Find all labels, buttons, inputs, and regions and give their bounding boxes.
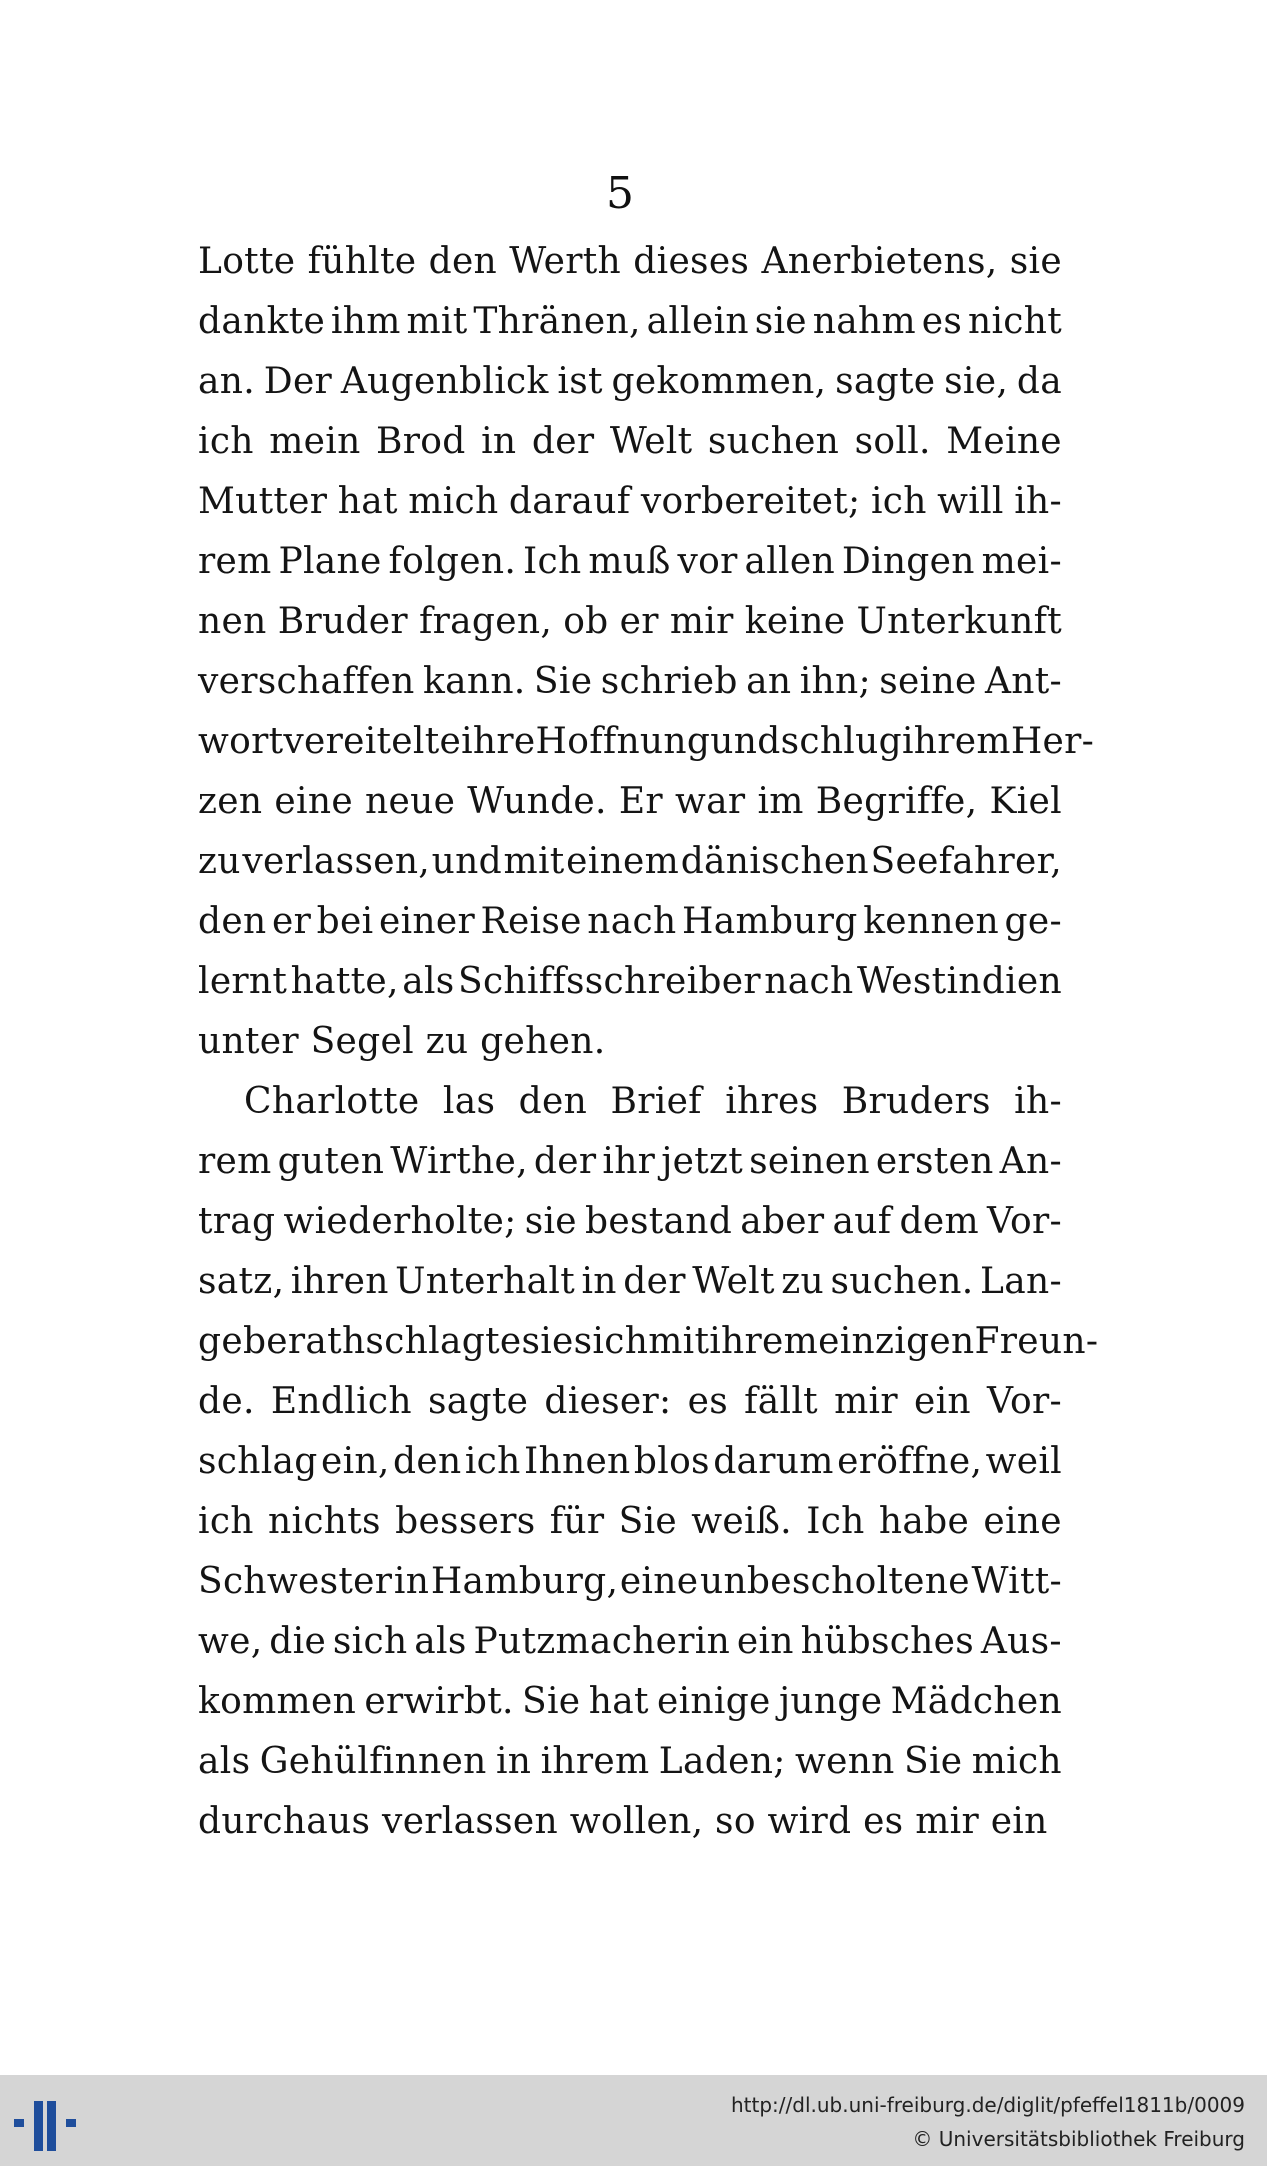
text-line: ich nichts bessers für Sie weiß. Ich habe eine bbox=[198, 1501, 1062, 1542]
text-line: Lotte fühlte den Werth dieses Anerbietens, sie bbox=[198, 241, 1062, 282]
text-line: zu verlassen, und mit einem dänischen Seefahrer, bbox=[198, 841, 1062, 882]
text-line: de. Endlich sagte dieser: es fällt mir ein Vor- bbox=[198, 1381, 1062, 1422]
text-line: satz, ihren Unterhalt in der Welt zu suchen. Lan- bbox=[198, 1261, 1062, 1302]
text-line: trag wiederholte; sie bestand aber auf dem Vor- bbox=[198, 1201, 1062, 1242]
viewer-footer bbox=[0, 2075, 1267, 2166]
text-line: kommen erwirbt. Sie hat einige junge Mädchen bbox=[198, 1681, 1062, 1722]
footer-copyright: © Universitätsbibliothek Freiburg bbox=[912, 2127, 1245, 2151]
text-line: lernt hatte, als Schiffsschreiber nach Westindien bbox=[198, 961, 1062, 1002]
ub-freiburg-logo-icon[interactable] bbox=[14, 2095, 76, 2151]
text-line: rem Plane folgen. Ich muß vor allen Dingen mei- bbox=[198, 541, 1062, 582]
text-line: durchaus verlassen wollen, so wird es mir ein bbox=[198, 1801, 1048, 1842]
text-line: ich mein Brod in der Welt suchen soll. Meine bbox=[198, 421, 1062, 462]
text-line: rem guten Wirthe, der ihr jetzt seinen ersten An- bbox=[198, 1141, 1062, 1182]
text-line: unter Segel zu gehen. bbox=[198, 1021, 606, 1062]
text-line: schlag ein, den ich Ihnen blos darum eröffne, weil bbox=[198, 1441, 1062, 1482]
text-line: Charlotte las den Brief ihres Bruders ih- bbox=[244, 1081, 1062, 1122]
text-line: Mutter hat mich darauf vorbereitet; ich will ih- bbox=[198, 481, 1062, 522]
text-line: we, die sich als Putzmacherin ein hübsches Aus- bbox=[198, 1621, 1062, 1662]
text-line: als Gehülfinnen in ihrem Laden; wenn Sie mich bbox=[198, 1741, 1062, 1782]
text-line: verschaffen kann. Sie schrieb an ihn; seine Ant- bbox=[198, 661, 1062, 702]
footer-url-link[interactable]: http://dl.ub.uni-freiburg.de/diglit/pfeffel1811b/0009 bbox=[730, 2093, 1245, 2117]
body-text bbox=[198, 232, 1099, 1852]
text-line: Schwester in Hamburg, eine unbescholtene Witt- bbox=[198, 1561, 1062, 1602]
text-line: ge berathschlagte sie sich mit ihrem einzigen Freun- bbox=[198, 1321, 1099, 1362]
page-number: 5 bbox=[606, 168, 634, 219]
text-line: zen eine neue Wunde. Er war im Begriffe, Kiel bbox=[198, 781, 1062, 822]
text-line: dankte ihm mit Thränen, allein sie nahm es nicht bbox=[198, 301, 1062, 342]
text-line: nen Bruder fragen, ob er mir keine Unterkunft bbox=[198, 601, 1062, 642]
text-line: den er bei einer Reise nach Hamburg kennen ge- bbox=[198, 901, 1062, 942]
text-line: an. Der Augenblick ist gekommen, sagte sie, da bbox=[198, 361, 1062, 402]
text-line: wort vereitelte ihre Hoffnung und schlug ihrem Her- bbox=[198, 721, 1095, 762]
